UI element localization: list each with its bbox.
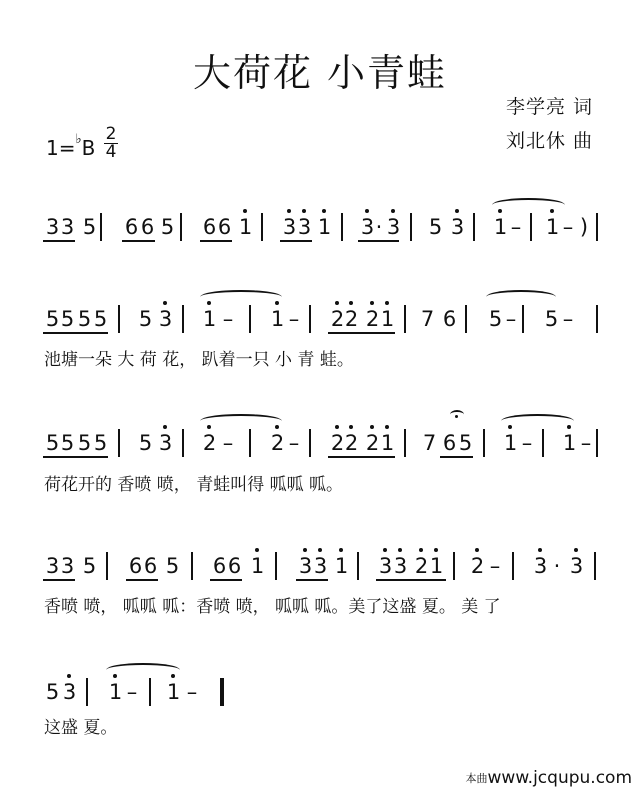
octave-up-dot: [538, 548, 542, 552]
octave-up-dot: [302, 209, 306, 213]
note: 3: [60, 554, 75, 578]
sustain-dash: –: [222, 431, 234, 455]
barline: [483, 429, 485, 457]
eighth-beam: [440, 456, 473, 458]
sustain-dash: –: [562, 307, 574, 331]
octave-up-dot: [370, 301, 374, 305]
sustain-dash: –: [562, 215, 574, 239]
note: 3: [158, 430, 173, 456]
eighth-beam: [358, 240, 399, 242]
barline: [542, 429, 544, 457]
note: 1: [238, 214, 253, 240]
system-3-lyrics: 荷花开的 香喷 喷， 青蛙叫得 呱呱 呱。: [44, 475, 344, 495]
octave-up-dot: [339, 548, 343, 552]
note: 5: [60, 307, 75, 331]
note: 5: [138, 431, 153, 455]
sustain-dash: –: [521, 431, 533, 455]
barline: [191, 552, 193, 580]
octave-up-dot: [163, 425, 167, 429]
tie-arc: [501, 414, 574, 428]
barline: [596, 429, 598, 457]
note: 1: [380, 306, 395, 332]
barline: [106, 552, 108, 580]
note: 3: [313, 553, 328, 579]
barline: [404, 305, 406, 333]
note: 5: [45, 680, 60, 704]
barline: [261, 213, 263, 241]
octave-up-dot: [385, 425, 389, 429]
sustain-dash: –: [186, 680, 198, 704]
octave-up-dot: [335, 301, 339, 305]
note: 3: [60, 215, 75, 239]
note: 1: [202, 306, 217, 332]
note: 3: [393, 553, 408, 579]
system-5-lyrics: 这盛 夏。: [44, 718, 118, 738]
meter-bottom: 4: [105, 142, 117, 162]
note: 6: [124, 215, 139, 239]
octave-up-dot: [383, 548, 387, 552]
barline: [149, 678, 151, 706]
time-signature: [104, 126, 118, 161]
key-signature: [46, 124, 117, 162]
note: 2: [414, 553, 429, 579]
note: 5: [160, 215, 175, 239]
octave-up-dot: [243, 209, 247, 213]
eighth-beam: [376, 579, 446, 581]
note: 1: [250, 553, 265, 579]
barline: [182, 429, 184, 457]
note: 5: [93, 431, 108, 455]
octave-up-dot: [365, 209, 369, 213]
note: 5: [93, 307, 108, 331]
note: 6: [143, 554, 158, 578]
note: 6: [442, 431, 457, 455]
octave-up-dot: [287, 209, 291, 213]
note: 3: [386, 214, 401, 240]
note: 1: [562, 430, 577, 456]
barline: [249, 429, 251, 457]
octave-up-dot: [255, 548, 259, 552]
tie-arc: [200, 414, 282, 428]
tie-arc: [200, 290, 282, 304]
barline: [118, 429, 120, 457]
note: 5: [77, 431, 92, 455]
note: 5: [544, 307, 559, 331]
augmentation-dot: ·: [375, 215, 383, 239]
watermark: [466, 768, 632, 788]
page-title: 大荷花 小青蛙: [192, 51, 448, 95]
octave-up-dot: [455, 209, 459, 213]
note: 1: [166, 679, 181, 705]
eighth-beam: [122, 240, 155, 242]
eighth-beam: [296, 579, 328, 581]
note: 3: [569, 553, 584, 579]
note: 5: [428, 215, 443, 239]
barline: [100, 213, 102, 241]
barline: [275, 552, 277, 580]
note: 2: [365, 306, 380, 332]
meter-top: 2: [105, 124, 117, 144]
eighth-beam: [328, 456, 395, 458]
octave-up-dot: [303, 548, 307, 552]
note: 2: [202, 430, 217, 456]
system-1-notes: [0, 210, 640, 244]
octave-up-dot: [574, 548, 578, 552]
eighth-beam: [43, 579, 75, 581]
octave-up-dot: [398, 548, 402, 552]
note: 5: [82, 215, 97, 239]
fermata-icon: [450, 410, 464, 419]
composer-credit: 刘北休 曲: [506, 130, 594, 152]
eighth-beam: [280, 240, 312, 242]
sustain-dash: –: [580, 431, 592, 455]
note: 2: [365, 430, 380, 456]
eighth-beam: [43, 332, 108, 334]
note: 6: [227, 554, 242, 578]
note: 5: [77, 307, 92, 331]
barline: [473, 213, 475, 241]
augmentation-dot: ·: [553, 554, 561, 578]
note: 2: [330, 306, 345, 332]
note: 1: [317, 214, 332, 240]
note: 5: [45, 431, 60, 455]
note: 3: [45, 554, 60, 578]
note: 1: [545, 214, 560, 240]
sustain-dash: –: [222, 307, 234, 331]
eighth-beam: [43, 456, 108, 458]
lyricist-credit: 李学亮 词: [506, 96, 594, 118]
eighth-beam: [210, 579, 242, 581]
closing-paren: ): [579, 215, 589, 239]
barline: [182, 305, 184, 333]
system-2-notes: [0, 302, 640, 336]
note: 6: [140, 215, 155, 239]
note: 1: [493, 214, 508, 240]
barline: [453, 552, 455, 580]
note: 2: [344, 306, 359, 332]
note: 7: [422, 431, 437, 455]
octave-up-dot: [318, 548, 322, 552]
note: 1: [108, 679, 123, 705]
note: 3: [450, 214, 465, 240]
sustain-dash: –: [505, 307, 517, 331]
note: 5: [488, 307, 503, 331]
barline: [86, 678, 88, 706]
octave-up-dot: [419, 548, 423, 552]
octave-up-dot: [475, 548, 479, 552]
note: 3: [282, 214, 297, 240]
eighth-beam: [43, 240, 75, 242]
barline: [118, 305, 120, 333]
note: 6: [202, 215, 217, 239]
barline: [309, 429, 311, 457]
system-3-notes: [0, 426, 640, 460]
note: 2: [330, 430, 345, 456]
tie-arc: [106, 663, 180, 677]
barline: [410, 213, 412, 241]
octave-up-dot: [349, 301, 353, 305]
note: 6: [442, 307, 457, 331]
barline: [180, 213, 182, 241]
system-5-notes: [0, 675, 640, 709]
key-tone: B: [81, 136, 96, 160]
barline: [594, 552, 596, 580]
note: 7: [420, 307, 435, 331]
system-4-notes: [0, 549, 640, 583]
note: 3: [158, 306, 173, 332]
barline: [596, 305, 598, 333]
barline: [530, 213, 532, 241]
note: 1: [503, 430, 518, 456]
barline: [404, 429, 406, 457]
octave-up-dot: [67, 674, 71, 678]
note: 3: [298, 553, 313, 579]
note: 1: [429, 553, 444, 579]
barline: [512, 552, 514, 580]
note: 3: [45, 215, 60, 239]
octave-up-dot: [370, 425, 374, 429]
note: 3: [378, 553, 393, 579]
note: 6: [128, 554, 143, 578]
flat-sign: ♭: [75, 132, 82, 147]
note: 1: [334, 553, 349, 579]
sustain-dash: –: [288, 431, 300, 455]
barline: [357, 552, 359, 580]
note: 3: [533, 553, 548, 579]
octave-up-dot: [335, 425, 339, 429]
watermark-prefix: 本曲: [465, 772, 488, 785]
octave-up-dot: [434, 548, 438, 552]
note: 5: [138, 307, 153, 331]
system-2-lyrics: 池塘一朵 大 荷 花， 趴着一只 小 青 蛙。: [44, 350, 354, 370]
note: 6: [217, 215, 232, 239]
note: 2: [270, 430, 285, 456]
sustain-dash: –: [126, 680, 138, 704]
barline: [309, 305, 311, 333]
barline: [465, 305, 467, 333]
sustain-dash: –: [288, 307, 300, 331]
eighth-beam: [328, 332, 395, 334]
octave-up-dot: [322, 209, 326, 213]
note: 5: [45, 307, 60, 331]
final-barline: [220, 678, 224, 706]
tie-arc: [492, 198, 565, 212]
note: 5: [165, 554, 180, 578]
barline: [341, 213, 343, 241]
barline: [522, 305, 524, 333]
note: 3: [62, 679, 77, 705]
eighth-beam: [126, 579, 158, 581]
watermark-site: www.jcqupu.com: [487, 768, 632, 788]
sustain-dash: –: [489, 554, 501, 578]
tie-arc: [486, 290, 556, 304]
octave-up-dot: [391, 209, 395, 213]
note: 2: [344, 430, 359, 456]
octave-up-dot: [163, 301, 167, 305]
note: 3: [297, 214, 312, 240]
system-4-lyrics: 香喷 喷， 呱呱 呱：香喷 喷， 呱呱 呱。美了这盛 夏。 美 了: [44, 597, 501, 617]
note: 5: [82, 554, 97, 578]
note: 5: [60, 431, 75, 455]
octave-up-dot: [385, 301, 389, 305]
note: 1: [380, 430, 395, 456]
sustain-dash: –: [510, 215, 522, 239]
note: 5: [458, 431, 473, 455]
note: 6: [212, 554, 227, 578]
key-prefix: 1=: [46, 136, 76, 160]
barline: [596, 213, 598, 241]
note: 2: [470, 553, 485, 579]
eighth-beam: [200, 240, 232, 242]
octave-up-dot: [349, 425, 353, 429]
note: 1: [270, 306, 285, 332]
barline: [249, 305, 251, 333]
note: 3: [360, 214, 375, 240]
